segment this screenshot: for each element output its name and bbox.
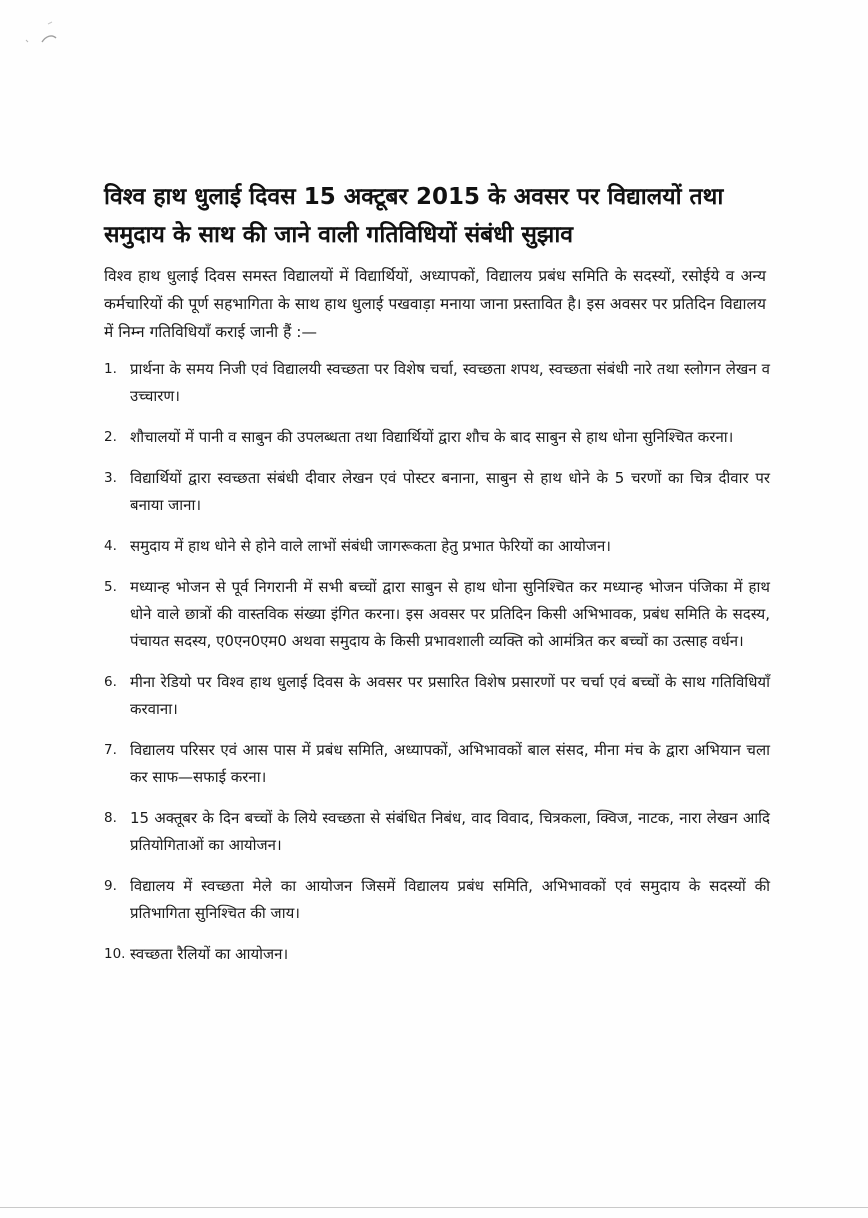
list-item xyxy=(104,533,770,560)
title-line-1: विश्व हाथ धुलाई दिवस 15 अक्टूबर 2015 के अवसर पर विद्यालयों तथा xyxy=(104,184,724,210)
item-number: 3. xyxy=(104,470,117,486)
document-title xyxy=(104,178,784,254)
activity-list xyxy=(104,356,770,982)
item-text: समुदाय में हाथ धोने से होने वाले लाभों संबंधी जागरूकता हेतु प्रभात फेरियों का आयोजन। xyxy=(130,537,611,555)
list-item xyxy=(104,941,770,968)
list-item xyxy=(104,737,770,791)
item-number: 8. xyxy=(104,810,117,826)
item-number: 10. xyxy=(104,946,126,962)
item-number: 6. xyxy=(104,674,117,690)
intro-paragraph: विश्व हाथ धुलाई दिवस समस्त विद्यालयों में विद्यार्थियों, अध्यापकों, विद्यालय प्रबंध समिति के सदस्यों, रसोईये व अन्य कर्मचारियों की पूर्ण सहभागिता के साथ हाथ धुलाई पखवाड़ा मनाया जाना प्रस्तावित है। इस अवसर पर प्रतिदिन विद्यालय में निम्न गतिविधियाँ कराई जानी हैं :— xyxy=(104,267,766,341)
item-text: प्रार्थना के समय निजी एवं विद्यालयी स्वच्छता पर विशेष चर्चा, स्वच्छता शपथ, स्वच्छता संबंधी नारे तथा स्लोगन लेखन व उच्चारण। xyxy=(130,360,770,405)
item-number: 1. xyxy=(104,361,117,377)
list-item xyxy=(104,465,770,519)
item-number: 5. xyxy=(104,579,117,595)
item-text: मीना रेडियो पर विश्व हाथ धुलाई दिवस के अवसर पर प्रसारित विशेष प्रसारणों पर चर्चा एवं बच्चों के साथ गतिविधियाँ करवाना। xyxy=(130,673,770,718)
item-text: शौचालयों में पानी व साबुन की उपलब्धता तथा विद्यार्थियों द्वारा शौच के बाद साबुन से हाथ धोना सुनिश्चित करना। xyxy=(130,428,734,446)
item-text: विद्यार्थियों द्वारा स्वच्छता संबंधी दीवार लेखन एवं पोस्टर बनाना, साबुन से हाथ धोने के 5 चरणों का चित्र दीवार पर बनाया जाना। xyxy=(130,469,770,514)
item-text: स्वच्छता रैलियों का आयोजन। xyxy=(130,945,289,963)
item-number: 7. xyxy=(104,742,117,758)
list-item xyxy=(104,805,770,859)
page-bottom-edge xyxy=(0,1207,868,1208)
item-number: 9. xyxy=(104,878,117,894)
title-line-2: समुदाय के साथ की जाने वाली गतिविधियों संबंधी सुझाव xyxy=(104,222,574,248)
corner-pencil-mark xyxy=(22,18,66,50)
item-text: विद्यालय में स्वच्छता मेले का आयोजन जिसमें विद्यालय प्रबंध समिति, अभिभावकों एवं समुदाय के सदस्यों की प्रतिभागिता सुनिश्चित की जाय। xyxy=(130,877,770,922)
item-text: मध्यान्ह भोजन से पूर्व निगरानी में सभी बच्चों द्वारा साबुन से हाथ धोना सुनिश्चित कर मध्यान्ह भोजन पंजिका में हाथ धोने वाले छात्रों की वास्तविक संख्या इंगित करना। इस अवसर पर प्रतिदिन किसी अभिभावक, प्रबंध समिति के सदस्य, पंचायत सदस्य, ए0एन0एम0 अथवा समुदाय के किसी प्रभावशाली व्यक्ति को आमंत्रित कर बच्चों का उत्साह वर्धन। xyxy=(130,578,770,650)
list-item xyxy=(104,574,770,655)
list-item xyxy=(104,424,770,451)
list-item xyxy=(104,669,770,723)
item-number: 2. xyxy=(104,429,117,445)
list-item xyxy=(104,873,770,927)
list-item xyxy=(104,356,770,410)
item-text: 15 अक्तूबर के दिन बच्चों के लिये स्वच्छता से संबंधित निबंध, वाद विवाद, चित्रकला, क्विज, नाटक, नारा लेखन आदि प्रतियोगिताओं का आयोजन। xyxy=(130,809,770,854)
item-text: विद्यालय परिसर एवं आस पास में प्रबंध समिति, अध्यापकों, अभिभावकों बाल संसद, मीना मंच के द्वारा अभियान चला कर साफ—सफाई करना। xyxy=(130,741,770,786)
item-number: 4. xyxy=(104,538,117,554)
